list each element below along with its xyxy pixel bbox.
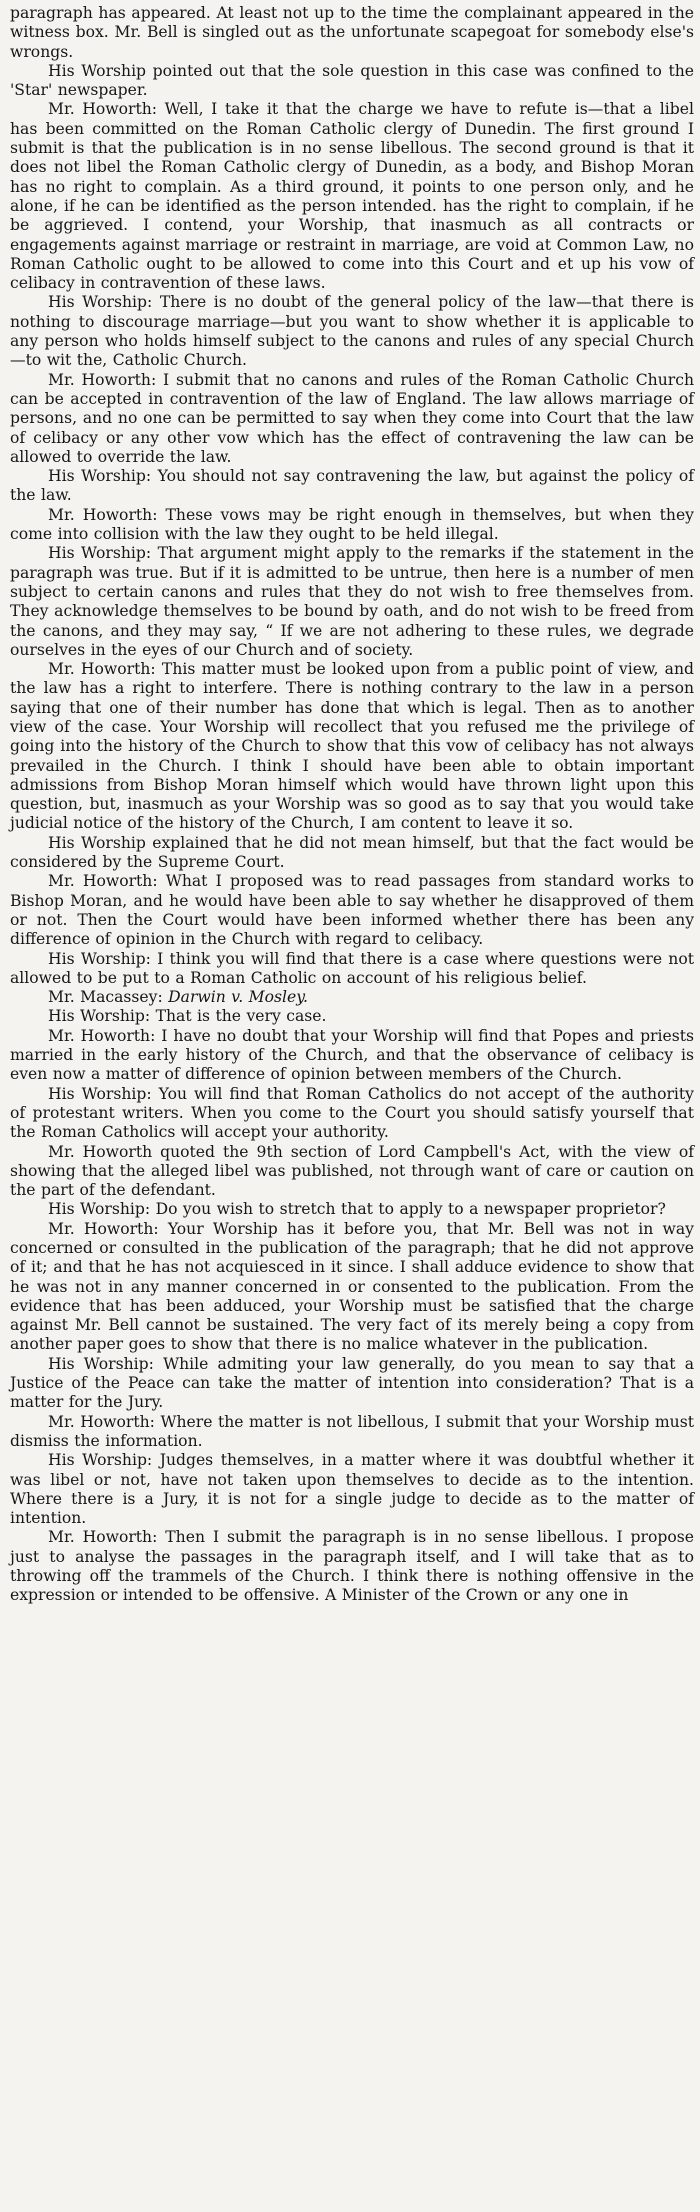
article-paragraph-18: His Worship: Do you wish to stretch that to apply to a newspaper proprietor? xyxy=(48,1200,666,1219)
case-citation: Darwin v. Mosley. xyxy=(168,988,308,1007)
article-paragraph-13 xyxy=(10,988,694,1007)
article-paragraph-19: Mr. Howorth: Your Worship has it before you, that Mr. Bell was not in way concerned or consulted in the publication of the paragraph; that he did not approve of it; and that he has not acquiesced in it since. I shall adduce evidence to show that he was not in any manner concerned in or consented to the publication. From the evidence that has been adduced, your Worship must be satisfied that the charge against Mr. Bell cannot be sustained. The very fact of its merely being a copy from another paper goes to show that there is no malice whatever in the publication. xyxy=(10,1219,694,1354)
speaker-text: Mr. Macassey: xyxy=(48,988,169,1007)
article-paragraph-16: His Worship: You will find that Roman Catholics do not accept of the authority of protestant writers. When you come to the Court you should satisfy yourself that the Roman Catholics will accept your authority. xyxy=(10,1084,694,1142)
article-paragraph-20: His Worship: While admiting your law generally, do you mean to say that a Justice of the Peace can take the matter of intention into consideration? That is a matter for the Jury. xyxy=(10,1354,694,1412)
article-paragraph-23: Mr. Howorth: Then I submit the paragraph is in no sense libellous. I propose just to analyse the passages in the paragraph itself, and I will take that as to throwing off the trammels of the Church. I think there is nothing offensive in the expression or intended to be offensive. A Minister of the Crown or any one in xyxy=(10,1528,694,1605)
article-paragraph-15: Mr. Howorth: I have no doubt that your Worship will find that Popes and priests married in the early history of the Church, and that the observance of celibacy is even now a matter of difference of opinion between members of the Church. xyxy=(10,1026,694,1084)
article-paragraph-14: His Worship: That is the very case. xyxy=(48,1007,327,1026)
article-paragraph-1: paragraph has appeared. At least not up to the time the complainant appeared in the witness box. Mr. Bell is singled out as the unfortunate scapegoat for somebody else's wrongs. xyxy=(10,4,694,61)
article-paragraph-8: His Worship: That argument might apply to the remarks if the statement in the paragraph was true. But if it is admitted to be untrue, then here is a number of men subject to certain canons and rules that they do not wish to free themselves from. They acknowledge themselves to be bound by oath, and do not wish to be freed from the canons, and they may say, “ If we are not adhering to these rules, we degrade ourselves in the eyes of our Church and of society. xyxy=(10,544,694,659)
article-paragraph-7: Mr. Howorth: These vows may be right enough in themselves, but when they come into collision with the law they ought to be held illegal. xyxy=(10,505,694,544)
article-column xyxy=(10,4,694,1606)
article-paragraph-21: Mr. Howorth: Where the matter is not libellous, I submit that your Worship must dismiss the information. xyxy=(10,1412,694,1450)
article-paragraph-12: His Worship: I think you will find that there is a case where questions were not allowed to be put to a Roman Catholic on account of his religious belief. xyxy=(10,949,694,987)
article-paragraph-6: His Worship: You should not say contravening the law, but against the policy of the law. xyxy=(10,467,694,505)
article-paragraph-22: His Worship: Judges themselves, in a matter where it was doubtful whether it was libel or not, have not taken upon themselves to decide as to the intention. Where there is a Jury, it is not for a single judge to decide as to the matter of intention. xyxy=(10,1451,694,1528)
article-paragraph-3: Mr. Howorth: Well, I take it that the charge we have to refute is—that a libel has been committed on the Roman Catholic clergy of Dunedin. The first ground I submit is that the publication is in no sense libellous. The second ground is that it does not libel the Roman Catholic clergy of Dunedin, as a body, and Bishop Moran has no right to complain. As a third ground, it points to one person only, and he alone, if he can be identified as the person intended. has the right to complain, if he be aggrieved. I contend, your Worship, that inasmuch as all contracts or engagements against marriage or restraint in marriage, are void at Common Law, no Roman Catholic ought to be allowed to come into this Court and et up his vow of celibacy in contravention of these laws. xyxy=(10,100,694,293)
article-paragraph-2: His Worship pointed out that the sole question in this case was confined to the 'Star' newspaper. xyxy=(10,61,694,100)
article-paragraph-10: His Worship explained that he did not mean himself, but that the fact would be considered by the Supreme Court. xyxy=(10,833,694,872)
article-paragraph-9: Mr. Howorth: This matter must be looked upon from a public point of view, and the law has a right to interfere. There is nothing contrary to the law in a person saying that one of their number has done that which is legal. Then as to another view of the case. Your Worship will recollect that you refused me the privilege of going into the history of the Church to show that this vow of celibacy has not always prevailed in the Church. I think I should have been able to obtain important admissions from Bishop Moran himself which would have thrown light upon this question, but, inasmuch as your Worship was so good as to say that you would take judicial notice of the history of the Church, I am content to leave it so. xyxy=(10,660,694,833)
article-paragraph-17: Mr. Howorth quoted the 9th section of Lord Campbell's Act, with the view of showing that the alleged libel was published, not through want of care or caution on the part of the defendant. xyxy=(10,1142,694,1200)
article-paragraph-11: Mr. Howorth: What I proposed was to read passages from standard works to Bishop Moran, and he would have been able to say whether he disapproved of them or not. Then the Court would have been informed whether there has been any difference of opinion in the Church with regard to celibacy. xyxy=(10,872,694,949)
article-paragraph-5: Mr. Howorth: I submit that no canons and rules of the Roman Catholic Church can be accepted in contravention of the law of England. The law allows marriage of persons, and no one can be permitted to say when they come into Court that the law of celibacy or any other vow which has the effect of contravening the law can be allowed to override the law. xyxy=(10,370,694,466)
article-paragraph-4: His Worship: There is no doubt of the general policy of the law—that there is nothing to discourage marriage—but you want to show whether it is applicable to any person who holds himself subject to the canons and rules of any special Church—to wit the, Catholic Church. xyxy=(10,293,694,370)
